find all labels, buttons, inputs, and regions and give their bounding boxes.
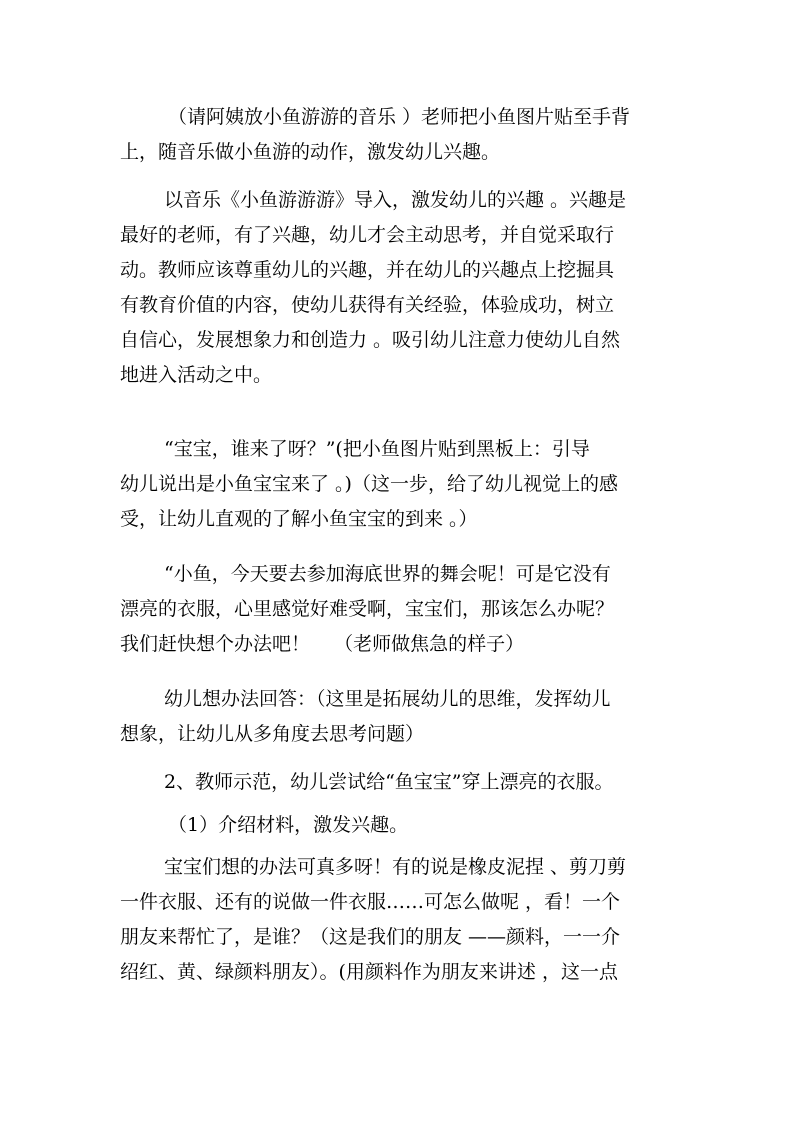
paragraph-6 <box>120 765 680 800</box>
paragraph-3 <box>120 432 680 537</box>
text-line: 有教育价值的内容，使幼儿获得有关经验，体验成功，树立 <box>120 294 615 316</box>
text-line: （1）介绍材料，激发兴趣。 <box>168 814 409 836</box>
text-line: 上，随音乐做小鱼游的动作，激发幼儿兴趣。 <box>120 141 501 163</box>
text-line: 漂亮的衣服，心里感觉好难受啊，宝宝们，那该怎么办呢？ <box>120 598 615 620</box>
text-line: 自信心，发展想象力和创造力 。吸引幼儿注意力使幼儿自然 <box>120 329 621 351</box>
text-line: 动。教师应该尊重幼儿的兴趣，并在幼儿的兴趣点上挖掘具 <box>120 259 615 281</box>
paragraph-5 <box>120 682 680 752</box>
text-line: 以音乐《小鱼游游游》导入，激发幼儿的兴趣 。兴趣是 <box>164 189 627 211</box>
text-line: 最好的老师，有了兴趣，幼儿才会主动思考，并自觉采取行 <box>120 224 615 246</box>
text-line: 我们赶快想个办法吧！ （老师做焦急的样子） <box>120 633 525 655</box>
paragraph-8 <box>120 850 680 990</box>
text-line: 一件衣服、还有的说做一件衣服……可怎么做呢 ，看！一个 <box>120 891 621 913</box>
paragraph-2 <box>120 183 680 393</box>
text-line: 幼儿想办法回答：（这里是拓展幼儿的思维，发挥幼儿 <box>164 688 611 710</box>
text-line: 朋友来帮忙了，是谁？（这是我们的朋友 ——颜料，一一介 <box>120 926 621 948</box>
paragraph-7 <box>120 808 680 843</box>
text-line: 绍红、黄、绿颜料朋友）。(用颜料作为朋友来讲述 ，这一点 <box>120 961 618 983</box>
paragraph-1 <box>120 100 680 170</box>
text-line: 2、教师示范，幼儿尝试给“鱼宝宝”穿上漂亮的衣服。 <box>164 771 614 793</box>
text-line: 幼儿说出是小鱼宝宝来了 。)（这一步，给了幼儿视觉上的感 <box>120 473 618 495</box>
text-line: 受，让幼儿直观的了解小鱼宝宝的到来 。） <box>120 508 478 530</box>
paragraph-4 <box>120 557 680 662</box>
text-line: “宝宝，谁来了呀？”(把小鱼图片贴到黑板上：引导 <box>164 438 590 460</box>
text-line: （请阿姨放小鱼游游的音乐 ）老师把小鱼图片贴至手背 <box>168 106 631 128</box>
text-line: “小鱼，今天要去参加海底世界的舞会呢！可是它没有 <box>164 563 611 585</box>
text-line: 想象，让幼儿从多角度去思考问题） <box>120 723 425 745</box>
text-line: 宝宝们想的办法可真多呀！有的说是橡皮泥捏 、剪刀剪 <box>164 856 627 878</box>
text-line: 地进入活动之中。 <box>120 364 273 386</box>
